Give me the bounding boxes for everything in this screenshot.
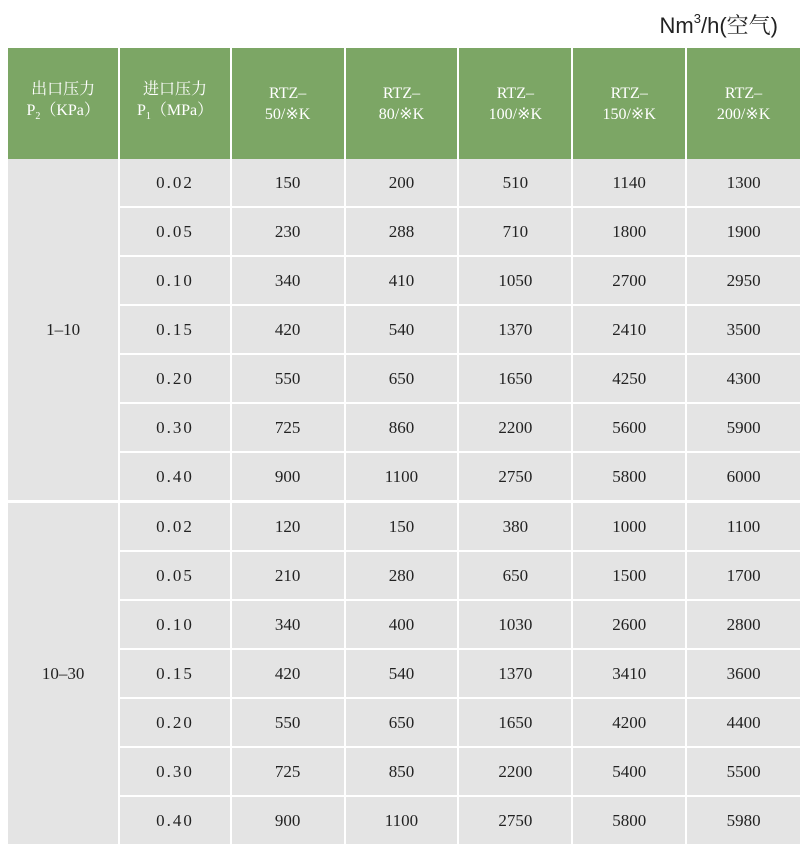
table-header: [8, 48, 800, 159]
flow-value-cell: 850: [345, 747, 459, 796]
table-row: [8, 649, 800, 698]
table-row: [8, 159, 800, 207]
header-inlet-suffix: （MPa）: [150, 102, 214, 120]
flow-value-cell: 1000: [572, 502, 686, 552]
outlet-pressure-cell: 10–30: [8, 502, 119, 845]
header-inlet-unit: [122, 100, 227, 127]
flow-value-cell: 200: [345, 159, 459, 207]
flow-value-cell: 650: [345, 354, 459, 403]
flow-value-cell: 420: [231, 305, 345, 354]
flow-value-cell: 860: [345, 403, 459, 452]
table-row: [8, 747, 800, 796]
header-outlet-unit: [10, 100, 116, 127]
flow-value-cell: 5980: [686, 796, 800, 844]
inlet-pressure-cell: 0.02: [119, 159, 230, 207]
flow-value-cell: 2800: [686, 600, 800, 649]
flow-value-cell: 5400: [572, 747, 686, 796]
flow-value-cell: 1300: [686, 159, 800, 207]
table-row: [8, 256, 800, 305]
flow-value-cell: 550: [231, 698, 345, 747]
table-row: [8, 305, 800, 354]
flow-value-cell: 2200: [458, 403, 572, 452]
flow-value-cell: 5600: [572, 403, 686, 452]
flow-value-cell: 650: [345, 698, 459, 747]
unit-label: [660, 8, 778, 44]
flow-value-cell: 2750: [458, 452, 572, 502]
header-outlet-symbol: P: [26, 102, 36, 120]
outlet-pressure-cell: 1–10: [8, 159, 119, 502]
flow-value-cell: 550: [231, 354, 345, 403]
flow-value-cell: 5500: [686, 747, 800, 796]
flow-value-cell: 3600: [686, 649, 800, 698]
flow-value-cell: 4400: [686, 698, 800, 747]
header-model-2: [345, 48, 459, 159]
header-model-size: 150/※K: [602, 105, 656, 123]
inlet-pressure-cell: 0.40: [119, 452, 230, 502]
flow-value-cell: 1500: [572, 551, 686, 600]
table-row: [8, 796, 800, 844]
flow-value-cell: 1100: [345, 796, 459, 844]
header-model-size: 200/※K: [716, 105, 771, 123]
header-outlet-title: 出口压力: [31, 81, 96, 99]
flow-value-cell: 380: [458, 502, 572, 552]
header-inlet-pressure: [119, 48, 230, 159]
flow-value-cell: 120: [231, 502, 345, 552]
header-model-size: 80/※K: [378, 105, 425, 123]
flow-value-cell: 725: [231, 403, 345, 452]
flow-value-cell: 540: [345, 305, 459, 354]
inlet-pressure-cell: 0.40: [119, 796, 230, 844]
flow-value-cell: 1900: [686, 207, 800, 256]
table-row: [8, 600, 800, 649]
inlet-pressure-cell: 0.10: [119, 256, 230, 305]
table-row: [8, 502, 800, 552]
flow-value-cell: 540: [345, 649, 459, 698]
flow-value-cell: 340: [231, 256, 345, 305]
unit-rest: /h(空气): [700, 13, 778, 38]
flow-value-cell: 5800: [572, 796, 686, 844]
flow-value-cell: 1700: [686, 551, 800, 600]
flow-value-cell: 288: [345, 207, 459, 256]
header-model-series: RTZ–: [610, 84, 648, 102]
flow-value-cell: 710: [458, 207, 572, 256]
flow-value-cell: 650: [458, 551, 572, 600]
flow-value-cell: 6000: [686, 452, 800, 502]
flow-value-cell: 4250: [572, 354, 686, 403]
flow-value-cell: 400: [345, 600, 459, 649]
unit-text: Nm: [659, 13, 694, 38]
flow-value-cell: 3410: [572, 649, 686, 698]
flow-value-cell: 5800: [572, 452, 686, 502]
flow-value-cell: 1050: [458, 256, 572, 305]
flow-value-cell: 510: [458, 159, 572, 207]
header-model-size: 100/※K: [488, 105, 543, 123]
inlet-pressure-cell: 0.20: [119, 354, 230, 403]
inlet-pressure-cell: 0.30: [119, 403, 230, 452]
flow-value-cell: 280: [345, 551, 459, 600]
header-outlet-subscript: 2: [35, 111, 41, 123]
flow-value-cell: 1370: [458, 305, 572, 354]
inlet-pressure-cell: 0.05: [119, 551, 230, 600]
header-model-3: [458, 48, 572, 159]
inlet-pressure-cell: 0.15: [119, 649, 230, 698]
flow-value-cell: 2410: [572, 305, 686, 354]
flow-value-cell: 150: [345, 502, 459, 552]
flow-value-cell: 1800: [572, 207, 686, 256]
flow-value-cell: 2950: [686, 256, 800, 305]
header-model-5: [686, 48, 800, 159]
inlet-pressure-cell: 0.15: [119, 305, 230, 354]
flow-value-cell: 5900: [686, 403, 800, 452]
flow-value-cell: 3500: [686, 305, 800, 354]
header-model-series: RTZ–: [382, 84, 421, 102]
flow-value-cell: 1030: [458, 600, 572, 649]
flow-value-cell: 1140: [572, 159, 686, 207]
header-model-1: [231, 48, 345, 159]
flow-value-cell: 4200: [572, 698, 686, 747]
flow-value-cell: 4300: [686, 354, 800, 403]
flow-value-cell: 1650: [458, 354, 572, 403]
flow-value-cell: 340: [231, 600, 345, 649]
header-inlet-symbol: P: [136, 102, 146, 120]
flow-value-cell: 230: [231, 207, 345, 256]
flow-value-cell: 900: [231, 452, 345, 502]
flow-capacity-table: [8, 48, 800, 844]
table-body: [8, 159, 800, 844]
inlet-pressure-cell: 0.20: [119, 698, 230, 747]
unit-superscript: 3: [693, 10, 701, 26]
header-outlet-suffix: （KPa）: [40, 102, 100, 120]
table-row: [8, 403, 800, 452]
header-model-series: RTZ–: [724, 84, 763, 102]
flow-value-cell: 2200: [458, 747, 572, 796]
flow-value-cell: 210: [231, 551, 345, 600]
inlet-pressure-cell: 0.02: [119, 502, 230, 552]
header-inlet-title: 进口压力: [143, 81, 208, 99]
table-row: [8, 452, 800, 502]
header-model-series: RTZ–: [496, 84, 534, 102]
header-model-series: RTZ–: [268, 84, 307, 102]
flow-value-cell: 1650: [458, 698, 572, 747]
inlet-pressure-cell: 0.05: [119, 207, 230, 256]
header-model-4: [572, 48, 686, 159]
flow-value-cell: 2600: [572, 600, 686, 649]
table-row: [8, 551, 800, 600]
header-inlet-subscript: 1: [145, 111, 151, 123]
flow-value-cell: 725: [231, 747, 345, 796]
inlet-pressure-cell: 0.30: [119, 747, 230, 796]
flow-value-cell: 1370: [458, 649, 572, 698]
table-row: [8, 207, 800, 256]
table-row: [8, 698, 800, 747]
flow-value-cell: 1100: [686, 502, 800, 552]
flow-value-cell: 410: [345, 256, 459, 305]
flow-value-cell: 900: [231, 796, 345, 844]
flow-value-cell: 420: [231, 649, 345, 698]
flow-value-cell: 150: [231, 159, 345, 207]
flow-value-cell: 1100: [345, 452, 459, 502]
flow-value-cell: 2700: [572, 256, 686, 305]
inlet-pressure-cell: 0.10: [119, 600, 230, 649]
flow-value-cell: 2750: [458, 796, 572, 844]
header-row: [8, 48, 800, 159]
header-model-size: 50/※K: [264, 105, 311, 123]
header-outlet-pressure: [8, 48, 119, 159]
table-row: [8, 354, 800, 403]
